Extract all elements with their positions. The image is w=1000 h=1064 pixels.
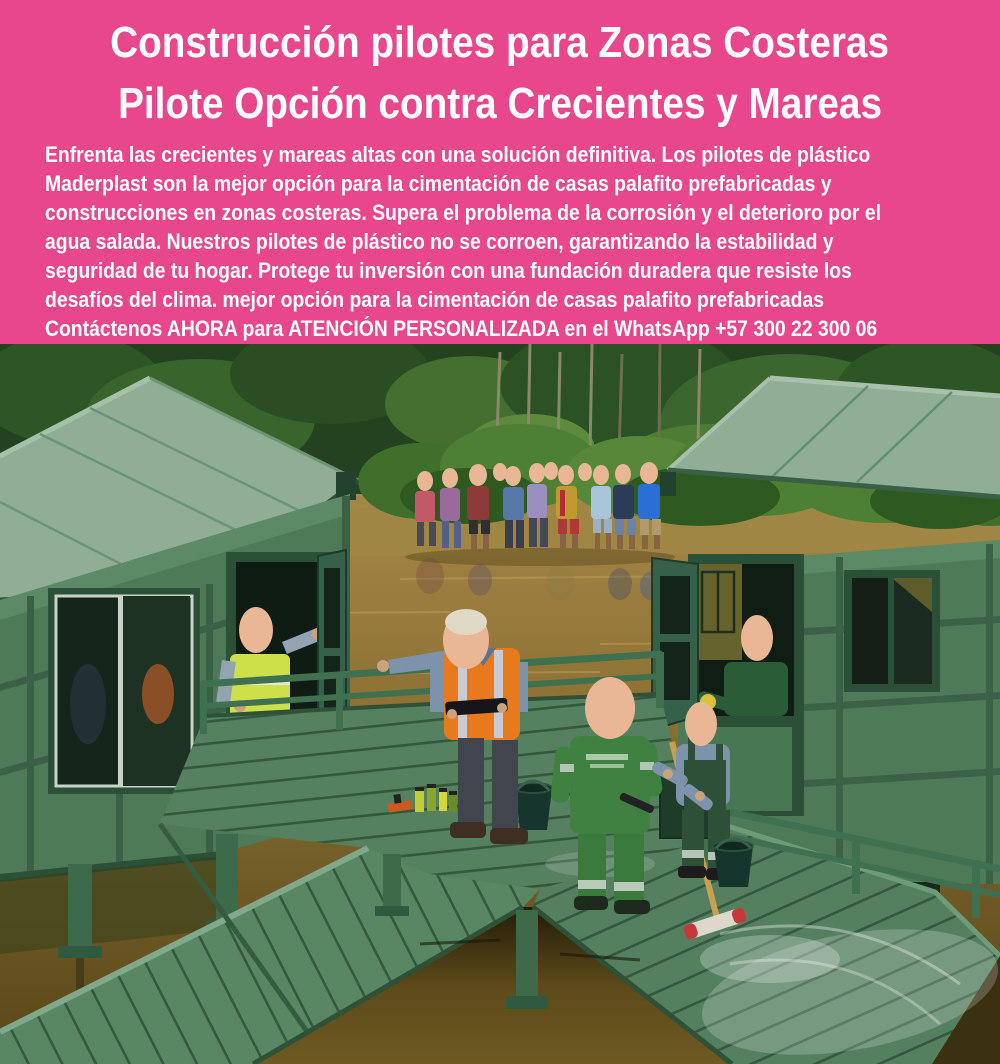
back-logo-print: [586, 754, 628, 760]
hard-hat: [445, 609, 487, 635]
bucket: [713, 839, 753, 887]
ad-title-line-1: [0, 12, 1000, 73]
ad-header: [0, 0, 1000, 344]
right-house-window: [844, 570, 940, 692]
ad-body-line-3: construcciones en zonas costeras. Supera el problema de la corrosión y el deterioro por el: [45, 200, 881, 225]
deck-corner-post: [516, 910, 538, 1002]
ad-body-line-2: Maderplast son la mejor opción para la cimentación de casas palafito prefabricadas y: [45, 171, 832, 196]
ad-title-line-1-text: Construcción pilotes para Zonas Costeras: [110, 18, 890, 67]
hanging-vest: [142, 664, 174, 724]
ad-body-text: [0, 140, 1000, 343]
gutter-bracket: [660, 472, 676, 496]
bystander: [578, 463, 592, 481]
ad-body-line-6: desafíos del clima. mejor opción para la cimentación de casas palafito prefabricadas: [45, 287, 824, 312]
blurred-face: [685, 702, 717, 746]
bucket: [514, 781, 552, 830]
blurred-face: [741, 615, 773, 661]
ad-title: [0, 0, 1000, 134]
ad-contact-line: Contáctenos AHORA para ATENCIÓN PERSONALIZADA en el WhatsApp +57 300 22 300 06: [45, 316, 878, 341]
bystander: [544, 462, 558, 480]
blurred-face: [239, 607, 273, 653]
photo-scene: [0, 344, 1000, 1064]
left-house-window: [48, 588, 200, 794]
bystander: [493, 463, 507, 481]
ad-body-line-1: Enfrenta las crecientes y mareas altas con una solución definitiva. Los pilotes de plástico: [45, 142, 871, 167]
ad-body-line-4: agua salada. Nuestros pilotes de plástico no se corroen, garantizando la estabilidad y: [45, 229, 834, 254]
blurred-face: [585, 677, 635, 739]
hero-photo: [0, 344, 1000, 1064]
ad-body-line-5: seguridad de tu hogar. Protege tu inversión con una fundación duradera que resiste los: [45, 258, 852, 283]
ad-title-line-2: [0, 73, 1000, 134]
ad-title-line-2-text: Pilote Opción contra Crecientes y Mareas: [118, 79, 882, 128]
